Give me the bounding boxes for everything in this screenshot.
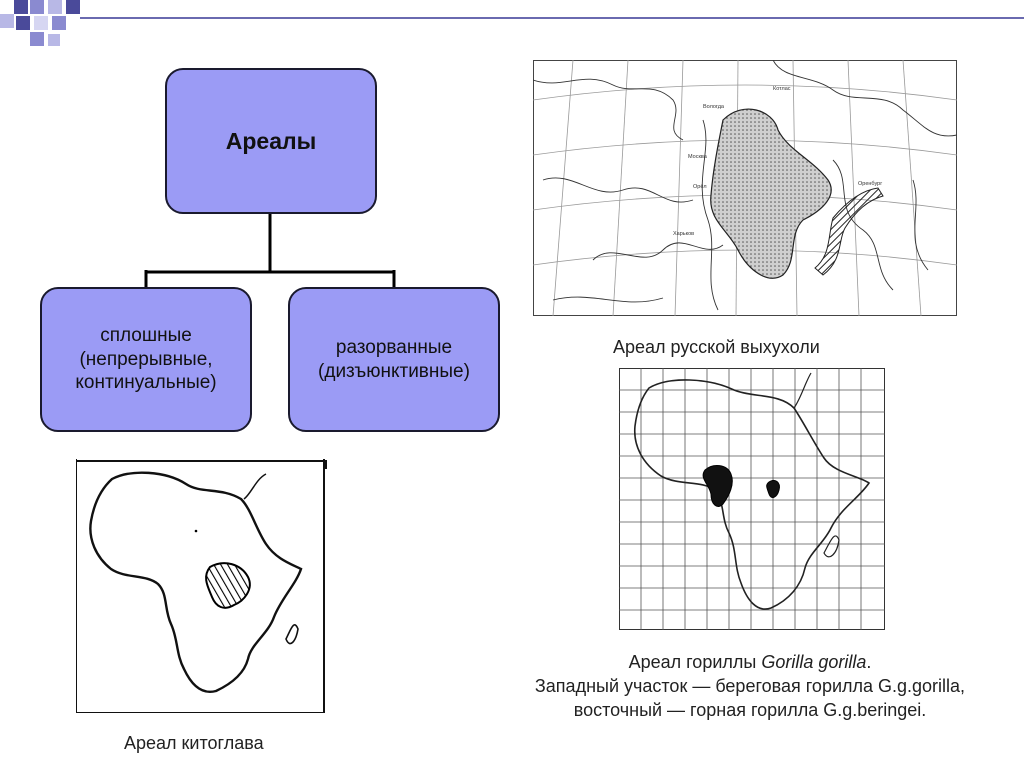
gorilla-caption-prefix: Ареал гориллы: [628, 652, 762, 672]
deco-square: [0, 14, 14, 28]
deco-square: [16, 16, 30, 30]
gorilla-caption-suffix: .: [866, 652, 872, 672]
deco-square: [30, 0, 44, 14]
gorilla-caption-line1: [480, 651, 1020, 675]
gorilla-caption-line3: восточный — горная горилла G.g.beringei.: [573, 699, 927, 720]
place-label: Харьков: [673, 231, 695, 237]
deco-line: [80, 17, 1024, 19]
place-label: Оренбург: [858, 181, 883, 187]
diagram-node-disjunctive: [288, 287, 500, 432]
place-label: Вологда: [703, 104, 724, 110]
place-label: Орёл: [693, 184, 707, 190]
place-label: Москва: [688, 154, 707, 160]
gorilla-species-name: Gorilla gorilla: [761, 652, 867, 672]
kitoglav-africa-map: [76, 459, 332, 713]
deco-square: [48, 0, 62, 14]
kitoglav-map-caption: Ареал китоглава: [124, 733, 264, 753]
disjunctive-label: разорванные (дизъюнктивные): [318, 336, 470, 382]
root-label: Ареалы: [225, 127, 317, 154]
diagram-node-continuous: [40, 287, 252, 432]
gorilla-map-caption: [480, 651, 1020, 722]
diagram-root-node: [165, 68, 377, 214]
deco-square: [52, 16, 66, 30]
deco-square: [30, 32, 44, 46]
deco-square: [34, 16, 48, 30]
gorilla-caption-line2: Западный участок — береговая горилла G.g.gorilla,: [534, 675, 966, 696]
continuous-label: сплошные (непрерывные, континуальные): [75, 324, 217, 394]
russia-map-caption: Ареал русской выхухоли: [613, 337, 820, 357]
africa-coastline: [90, 473, 301, 692]
russia-desman-map: [533, 60, 957, 316]
slide-decoration: [0, 0, 1024, 50]
deco-square: [48, 34, 60, 46]
place-label: Котлас: [773, 86, 791, 92]
deco-square: [14, 0, 28, 14]
deco-square: [66, 0, 80, 14]
gorilla-africa-map: [619, 368, 885, 630]
